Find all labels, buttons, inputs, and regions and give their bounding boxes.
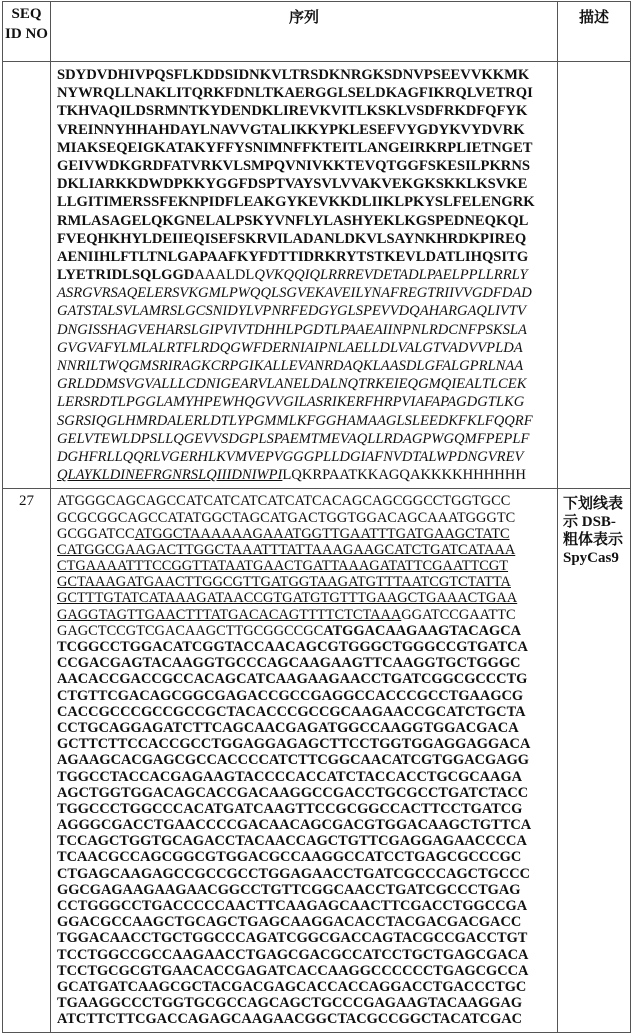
sequence-line <box>57 801 557 817</box>
sequence-line <box>57 526 557 542</box>
sequence-line <box>57 466 557 484</box>
sequence-segment: AAALDL <box>194 267 254 283</box>
sequence-segment: GELVTEWLDPSLLQGEVVSDGPLSPAEMTMEVAQLLRDAGPWGQMFPEPLF <box>57 431 529 447</box>
description-line: 示 DSB- <box>563 513 628 531</box>
description-cell <box>558 489 631 1032</box>
table-row <box>3 62 631 489</box>
sequence-line <box>57 542 557 558</box>
sequence-segment: GCGGATCC <box>57 526 135 542</box>
sequence-line <box>57 139 557 157</box>
sequence-line <box>57 882 557 898</box>
sequence-segment: AACACCGACCGCCACAGCATCAAGAAGAACCTGATCGGCGCCCTG <box>57 671 527 687</box>
sequence-line <box>57 623 557 639</box>
sequence-line <box>57 752 557 768</box>
sequence-segment: GCTAAAGATGAACTTGGCGTTGATGGTAAGATGTTTAATCGTCTATTA <box>57 574 511 590</box>
sequence-segment: NNRILTWQGMSRIRAGKCRPGIKALLEVANRDAQKLAASDLGFALGPRLNAA <box>57 358 523 374</box>
sequence-line <box>57 284 557 302</box>
sequence-line <box>57 121 557 139</box>
sequence-segment: GGCGAGAAGAAGAACGGCCTGTTCGGCAACCTGATCGCCCTGAG <box>57 882 520 898</box>
sequence-segment: SDYDVDHIVPQSFLKDDSIDNKVLTRSDKNRGKSDNVPSEEVVKKMK <box>57 67 529 83</box>
sequence-line <box>57 833 557 849</box>
sequence-segment: LERSRDTLPGGLAMYHPEWHQGVVGILASRIKERFHRPVIAFAPAGDGTLKG <box>57 394 524 410</box>
sequence-segment: CCGACGAGTACAAGGTGCCCAGCAAGAAGTTCAAGGTGCTGGGC <box>57 655 520 671</box>
sequence-line <box>57 493 557 509</box>
sequence-segment: TGGCCTACCACGAGAAGTACCCCACCATCTACCACCTGCGCAAGA <box>57 769 522 785</box>
header-sequence: 序列 <box>51 2 558 62</box>
sequence-segment: CTGAGCAAGAGCCGCCGCCTGGAGAACCTGATCGCCCAGCTGCCC <box>57 866 530 882</box>
sequence-segment: AGCTGGTGGACAGCACCGACAAGGCCGACCTGCGCCTGATCTACC <box>57 785 528 801</box>
sequence-line <box>57 914 557 930</box>
header-seq-id: SEQ ID NO <box>3 2 51 62</box>
sequence-segment: GCATGATCAAGCGCTACGACGAGCACCACCAGGACCTGACCCTGC <box>57 979 526 995</box>
sequence-segment: GCTTCTTCCACCGCCTGGAGGAGAGCTTCCTGGTGGAGGAGGACA <box>57 736 530 752</box>
sequence-segment: ATCTTCTTCGACCAGAGCAAGAACGGCTACGCCGGCTACATCGAC <box>57 1011 522 1027</box>
sequence-line <box>57 995 557 1011</box>
sequence-segment: CTGAAAATTTCCGGTTATAATGAACTGATTAAAGATATTCGAATTCGT <box>57 558 508 574</box>
sequence-line <box>57 574 557 590</box>
sequence-line <box>57 671 557 687</box>
sequence-segment: CCTGCAGGAGATCTTCAGCAACGAGATGGCCAAGGTGGACGACA <box>57 720 519 736</box>
sequence-segment: DNGISSHAGVEHARSLGIPVIVTDHHLPGDTLPAAEAIINPNLRDCNFPSKSLA <box>57 322 527 338</box>
sequence-segment: MIAKSEQEIGKATAKYFFYSNIMNFFKTEITLANGEIRKRPLIETNGET <box>57 140 532 156</box>
sequence-segment: GAGCTCCGTCGACAAGCTTGCGGCCGC <box>57 623 323 639</box>
sequence-line <box>57 66 557 84</box>
sequence-segment: DGHFRLLQQRLVGERHLKVMVEPVGGGPLLDGIAFNVDTALWPDNGVREV <box>57 449 523 465</box>
sequence-line <box>57 266 557 284</box>
sequence-line <box>57 639 557 655</box>
sequence-segment: CTGTTCGACAGCGGCGAGACCGCCGAGGCCACCCGCCTGAAGCG <box>57 688 523 704</box>
sequence-line <box>57 963 557 979</box>
sequence-segment: CATGGCGAAGACTTGGCTAAATTTATTAAAGAAGCATCTGATCATAAA <box>57 542 515 558</box>
description-line: 下划线表 <box>563 495 628 513</box>
sequence-line <box>57 302 557 320</box>
description-line: 粗体表示 <box>563 531 628 549</box>
sequence-line <box>57 898 557 914</box>
sequence-line <box>57 248 557 266</box>
sequence-line <box>57 375 557 393</box>
sequence-line <box>57 321 557 339</box>
sequence-line <box>57 720 557 736</box>
sequence-segment: AGGGCGACCTGAACCCCGACAACAGCGACGTGGACAAGCTGTTCA <box>57 817 531 833</box>
sequence-line <box>57 590 557 606</box>
sequence-line <box>57 558 557 574</box>
sequence-segment: GGACGCCAAGCTGCAGCTGAGCAAGGACACCTACGACGACGACC <box>57 914 521 930</box>
sequence-segment: CACCGCCCGCCGCCGCTACACCCGCCGCAAGAACCGCATCTGCTA <box>57 704 526 720</box>
sequence-segment: TCCTGGCCGCCAAGAACCTGAGCGACGCCATCCTGCTGAGCGACA <box>57 947 528 963</box>
sequence-segment: SGRSIQGLHMRDALERLDTLYPGMMLKFGGHAMAAGLSLEEDKFKLFQQRF <box>57 413 533 429</box>
sequence-segment: TGGCCCTGGCCCACATGATCAAGTTCCGCGGCCACTTCCTGATCG <box>57 801 522 817</box>
sequence-segment: GCGCGGCAGCCATATGGCTAGCATGACTGGTGGACAGCAAATGGGTC <box>57 510 515 526</box>
table-row <box>3 489 631 1032</box>
sequence-segment: DKLIARKKDWDPKKYGGFDSPTVAYSVLVVAKVEKGKSKKLKSVKE <box>57 176 527 192</box>
sequence-segment: NYWRQLLNAKLITQRKFDNLTKAERGGLSELDKAGFIKRQLVETRQI <box>57 85 533 101</box>
sequence-line <box>57 175 557 193</box>
sequence-segment: GCTTTGTATCATAAAGATAACCGTGATGTGTTTGAAGCTGAAACTGAA <box>57 590 517 606</box>
sequence-line <box>57 412 557 430</box>
sequence-segment: QVKQQIQLRRREVDETADLPAELPPLLRRLY <box>254 267 527 283</box>
sequence-segment: FVEQHKHYLDEIIEQISEFSKRVILADANLDKVLSAYNKHRDKPIREQ <box>57 231 526 247</box>
protein-sequence-cell <box>51 62 558 489</box>
dna-sequence-cell <box>51 489 558 1032</box>
sequence-line <box>57 866 557 882</box>
sequence-line <box>57 947 557 963</box>
sequence-segment: TCAACGCCAGCGGCGTGGACGCCAAGGCCATCCTGAGCGCCCGC <box>57 849 521 865</box>
sequence-segment: QLAYKLDINEFRGNRSLQIIIDNIWPI <box>57 467 282 483</box>
sequence-segment: LYETRIDLSQLGGD <box>57 267 194 283</box>
header-row <box>3 2 631 62</box>
seq-id-cell: 27 <box>3 489 51 1032</box>
sequence-line <box>57 157 557 175</box>
sequence-segment: ATGGGCAGCAGCCATCATCATCATCATCACAGCAGCGGCCTGGTGCC <box>57 493 510 509</box>
sequence-segment: GEIVWDKGRDFATVRKVLSMPQVNIVKKTEVQTGGFSKESILPKRNS <box>57 158 530 174</box>
sequence-line <box>57 930 557 946</box>
sequence-line <box>57 655 557 671</box>
sequence-line <box>57 849 557 865</box>
sequence-line <box>57 84 557 102</box>
sequence-line <box>57 212 557 230</box>
sequence-segment: AGAAGCACGAGCGCCACCCCATCTTCGGCAACATCGTGGACGAGG <box>57 752 529 768</box>
seq-id-cell <box>3 62 51 489</box>
sequence-segment: TCCAGCTGGTGCAGACCTACAACCAGCTGTTCGAGGAGAACCCCA <box>57 833 527 849</box>
sequence-line <box>57 1011 557 1027</box>
sequence-line <box>57 448 557 466</box>
sequence-segment: GATSTALSVLAMRSLGCSNIDYLVPNRFEDGYGLSPEVVDQAHARGAQLIVTV <box>57 303 526 319</box>
sequence-segment: GAGGTAGTTGAACTTTATGACACAGTTTTCTCTAAA <box>57 607 401 623</box>
description-line: SpyCas9 <box>563 549 628 567</box>
sequence-line <box>57 102 557 120</box>
sequence-line <box>57 193 557 211</box>
sequence-segment: ASRGVRSAQELERSVKGMLPWQQLSGVEKAVEILYNAFREGTRIIVVGDFDAD <box>57 285 532 301</box>
sequence-line <box>57 430 557 448</box>
sequence-segment: CCTGGGCCTGACCCCCAACTTCAAGAGCAACTTCGACCTGGCCGA <box>57 898 527 914</box>
header-description: 描述 <box>558 2 631 62</box>
sequence-line <box>57 230 557 248</box>
sequence-line <box>57 393 557 411</box>
sequence-line <box>57 769 557 785</box>
sequence-segment: RMLASAGELQKGNELALPSKYVNFLYLASHYEKLKGSPEDNEQKQL <box>57 213 528 229</box>
sequence-line <box>57 704 557 720</box>
sequence-segment: GGATCCGAATTC <box>401 607 515 623</box>
sequence-segment: TGAAGGCCCTGGTGCGCCAGCAGCTGCCCGAGAAGTACAAGGAG <box>57 995 522 1011</box>
sequence-line <box>57 736 557 752</box>
sequence-table <box>2 1 631 1033</box>
sequence-segment: LLGITIMERSSFEKNPIDFLEAKGYKEVKKDLIIKLPKYSLFELENGRK <box>57 194 535 210</box>
sequence-segment: LQKRPAATKKAGQAKKKKHHHHHH <box>282 467 526 483</box>
sequence-segment: ATGGCTAAAAAAGAAATGGTTGAATTTGATGAAGCTATC <box>135 526 510 542</box>
sequence-segment: GRLDDMSVGVALLLCDNIGEARVLANELDALNQTRKEIEQGMQIEALTLCEK <box>57 376 526 392</box>
sequence-segment: VREINNYHHAHDAYLNAVVGTALIKKYPKLESEFVYGDYKVYDVRK <box>57 122 525 138</box>
sequence-segment: AENIIHLFTLTNLGAPAAFKYFDTTIDRKRYTSTKEVLDATLIHQSITG <box>57 249 528 265</box>
sequence-segment: TCCTGCGCGTGAACACCGAGATCACCAAGGCCCCCCTGAGCGCCA <box>57 963 528 979</box>
sequence-segment: TCGGCCTGGACATCGGTACCAACAGCGTGGGCTGGGCCGTGATCA <box>57 639 528 655</box>
sequence-line <box>57 979 557 995</box>
description-cell <box>558 62 631 489</box>
sequence-line <box>57 688 557 704</box>
sequence-line <box>57 817 557 833</box>
sequence-segment: TKHVAQILDSRMNTKYDENDKLIREVKVITLKSKLVSDFRKDFQFYK <box>57 103 527 119</box>
sequence-line <box>57 607 557 623</box>
sequence-line <box>57 785 557 801</box>
sequence-segment: ATGGACAAGAAGTACAGCA <box>323 623 521 639</box>
sequence-line <box>57 339 557 357</box>
sequence-segment: TGGACAACCTGCTGGCCCAGATCGGCGACCAGTACGCCGACCTGT <box>57 930 527 946</box>
sequence-line <box>57 357 557 375</box>
sequence-segment: GVGVAFYLMLALRTFLRDQGWFDERNIAIPNLAELLDLVALGTVADVVPLDA <box>57 340 523 356</box>
sequence-line <box>57 510 557 526</box>
